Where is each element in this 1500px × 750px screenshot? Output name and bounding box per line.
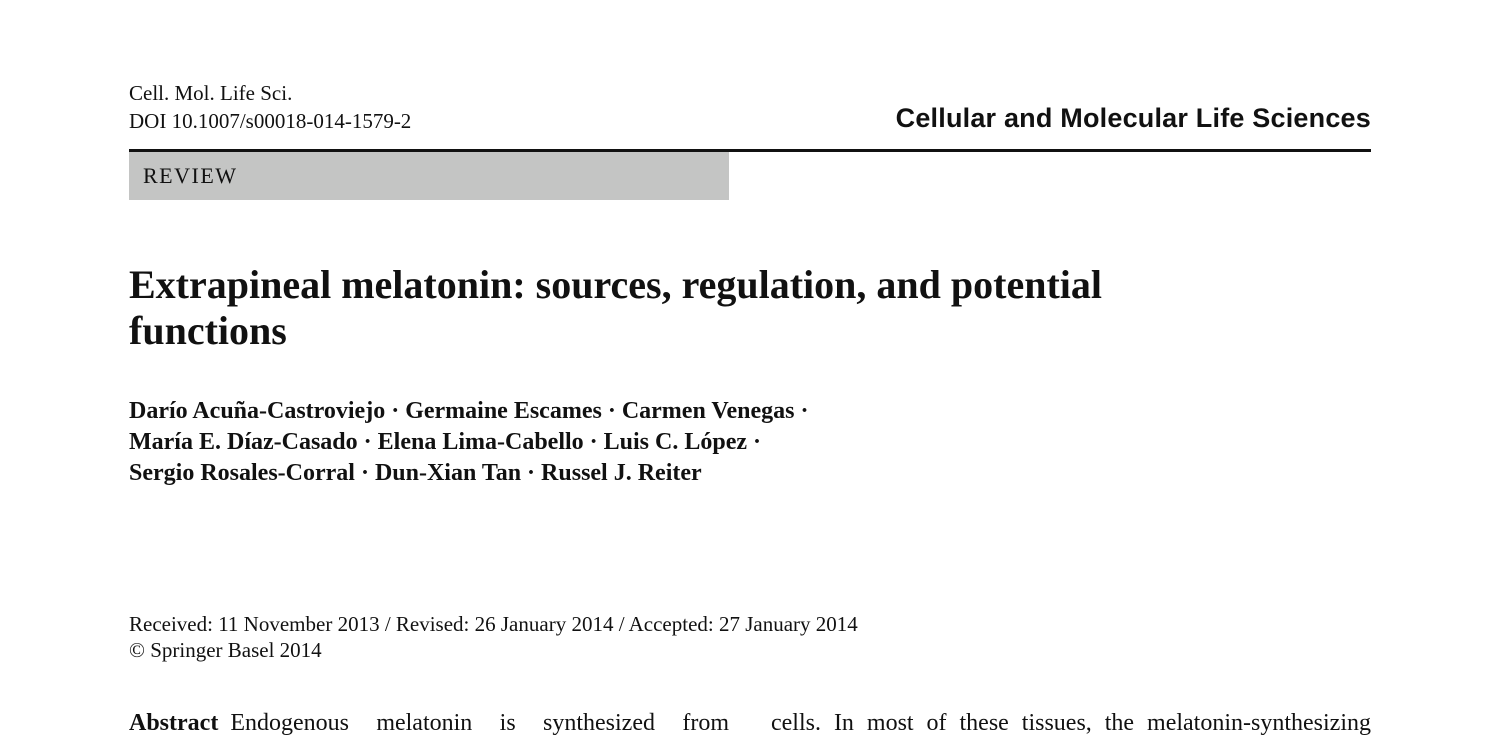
abstract-text: Endogenous melatonin is synthesized from: [230, 710, 729, 736]
copyright-notice: © Springer Basel 2014: [129, 638, 322, 662]
abstract-column: [129, 707, 729, 740]
abstract-heading: Abstract: [129, 710, 219, 736]
article-title: Extrapineal melatonin: sources, regulation, and potential functions: [129, 262, 1103, 353]
journal-name: Cellular and Molecular Life Sciences: [895, 103, 1371, 133]
right-column: [771, 707, 1371, 740]
right-column-text: cells. In most of these tissues, the melatonin-synthesizing: [771, 710, 1371, 736]
author-line: Darío Acuña-Castroviejo · Germaine Escames · Carmen Venegas ·: [129, 398, 809, 424]
journal-abbreviation: Cell. Mol. Life Sci.: [129, 81, 293, 105]
author-line: María E. Díaz-Casado · Elena Lima-Cabello · Luis C. López ·: [129, 429, 762, 455]
article-type-label: REVIEW: [143, 163, 238, 188]
author-list: [129, 396, 1029, 489]
author-line: Sergio Rosales-Corral · Dun-Xian Tan · Russel J. Reiter: [129, 460, 702, 486]
publication-history: Received: 11 November 2013 / Revised: 26 January 2014 / Accepted: 27 January 2014: [129, 612, 858, 636]
article-type-banner: [129, 152, 729, 200]
doi: DOI 10.1007/s00018-014-1579-2: [129, 109, 412, 133]
